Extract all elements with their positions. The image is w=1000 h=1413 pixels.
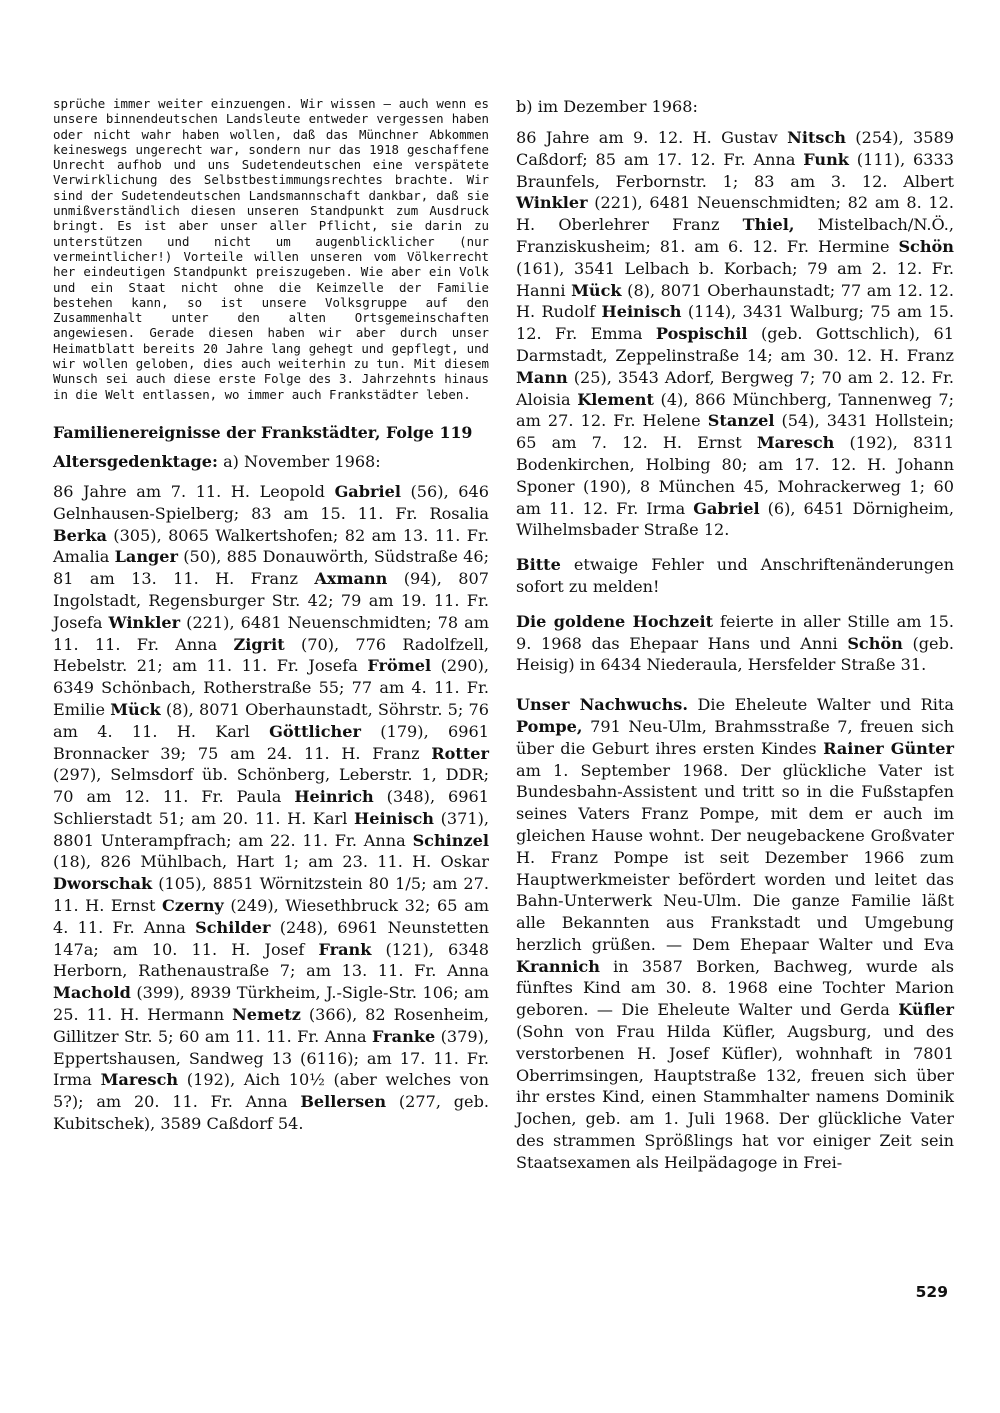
bold-name: Pospischil: [655, 324, 748, 344]
bold-name: Berka: [53, 525, 107, 545]
bold-name: Frank: [318, 939, 372, 959]
altersgedenktage-label: Altersgedenktage:: [53, 451, 218, 471]
bold-name: Thiel,: [742, 215, 795, 235]
left-column: [53, 96, 489, 1135]
intro-paragraph: sprüche immer weiter einzuengen. Wir wissen — auch wenn es unsere binnendeutschen Landsleute entweder vergessen haben oder nicht wahr haben wollen, daß das Münchner Abkommen keineswegs ungerecht war, sondern nur das 1918 geschaffene Unrecht aufhob und uns Sudetendeutschen eine verspätete Verwirklichung des Selbstbestimmungsrechtes brachte. Wir sind der Sudetendeutschen Landsmannschaft dankbar, daß sie unmißverständlich diesen unseren Standpunkt zum Ausdruck bringt. Es ist aber unser aller Pflicht, sie darin zu unterstützen und nicht um augenblicklicher (nur vermeintlicher!) Vorteile willen unseren vom Völkerrecht her eindeutigen Standpunkt preiszugeben. Wie aber ein Volk und ein Staat nicht ohne die Keimzelle der Familie bestehen kann, so ist unsere Volksgruppe auf den Zusammenhalt unter den alten Ortsgemeinschaften angewiesen. Gerade diesen haben wir aber durch unser Heimatblatt bereits 20 Jahre lang gehegt und gepflegt, und wir wollen geloben, dies auch weiterhin zu tun. Mit diesem Wunsch sei auch diese erste Folge des 3. Jahrzehnts hinaus in die Welt entlassen, wo immer auch Frankstädter leben.: [53, 96, 489, 402]
bold-name: Die goldene Hochzeit: [516, 611, 714, 631]
bold-name: Dworschak: [53, 874, 153, 894]
bold-name: Langer: [114, 547, 179, 567]
bold-name: Nitsch: [787, 128, 846, 147]
goldene-hochzeit-paragraph: Die goldene Hochzeit feierte in aller Stille am 15. 9. 1968 das Ehepaar Hans und Anni Schön (geb. Heisig) in 6434 Niederaula, Hersfelder Straße 31.: [516, 611, 955, 675]
nachwuchs-paragraph: Unser Nachwuchs. Die Eheleute Walter und Rita Pompe, 791 Neu-Ulm, Brahmsstraße 7, freuen sich über die Geburt ihres ersten Kindes Rainer Günter am 1. September 1968. Der glückliche Vater ist Bundesbahn-Assistent und tritt so in die Fußstapfen seines Vaters Franz Pompe, mit dem er auch im gleichen Hause wohnt. Der neugebackene Großvater H. Franz Pompe ist seit Dezember 1966 zum Hauptwerkmeister befördert worden und leitet das Bahn-Unterwerk Neu-Ulm. Die ganze Familie läßt alle Bekannten aus Frankstadt und Umgebung herzlich grüßen. — Dem Ehepaar Walter und Eva Krannich in 3587 Borken, Bachweg, wurde als fünftes Kind am 30. 8. 1968 eine Tochter Marion geboren. — Die Eheleute Walter und Gerda Küfler (Sohn von Frau Hilda Küfler, Augsburg, und des verstorbenen H. Josef Küfler), wohnhaft in 7801 Oberrimsingen, Hauptstraße 132, freuen sich über ihr erstes Kind, einen Stammhalter namens Dominik Jochen, geb. am 1. Juli 1968. Der glückliche Vater des strammen Sprößlings hat vor einiger Zeit sein Staatsexamen als Heilpädagoge in Frei-: [516, 695, 954, 1172]
bold-name: Maresch: [756, 433, 835, 453]
bold-name: Krannich: [516, 956, 600, 976]
bold-name: Frömel: [367, 656, 432, 676]
right-column: [516, 96, 954, 1174]
bold-name: Bellersen: [300, 1092, 387, 1112]
bold-name: Pompe,: [516, 716, 583, 736]
page-number: 529: [915, 1283, 948, 1301]
bold-name: Mann: [516, 367, 568, 387]
december-entries: 86 Jahre am 9. 12. H. Gustav Nitsch (254), 3589 Caßdorf; 85 am 17. 12. Fr. Anna Funk (111), 6333 Braunfels, Ferbornstr. 1; 83 am 3. 12. Albert Winkler (221), 6481 Neuenschmidten; 82 am 8. 12. H. Oberlehrer Franz Thiel, Mistelbach/N.Ö., Franziskusheim; 81. am 6. 12. Fr. Hermine Schön (161), 3541 Lelbach b. Korbach; 79 am 2. 12. Fr. Hanni Mück (8), 8071 Oberhaunstadt; 77 am 12. 12. H. Rudolf Heinisch (114), 3431 Walburg; 75 am 15. 12. Fr. Emma Pospischil (geb. Gottschlich), 61 Darmstadt, Zeppelinstraße 14; am 30. 12. H. Franz Mann (25), 3543 Adorf, Bergweg 7; 70 am 2. 12. Fr. Aloisia Klement (4), 866 Münchberg, Tannenweg 7; am 27. 12. Fr. Helene Stanzel (54), 3431 Hollstein; 65 am 7. 12. H. Ernst Maresch (192), 8311 Bodenkirchen, Holbing 80; am 17. 12. H. Johann Sponer (190), 8 München 45, Mohrackerweg 1; 60 am 11. 12. Fr. Irma Gabriel (6), 6451 Dörnigheim, Wilhelmsbader Straße 12.: [516, 128, 955, 540]
bold-name: Nemetz: [232, 1005, 301, 1025]
bold-name: Zigrit: [233, 634, 285, 654]
bold-name: Unser Nachwuchs.: [516, 695, 688, 715]
bold-name: Mück: [571, 280, 622, 300]
bold-name: Franke: [372, 1026, 436, 1046]
bold-name: Maresch: [100, 1070, 179, 1090]
december-heading: b) im Dezember 1968:: [516, 97, 698, 116]
bold-name: Winkler: [516, 193, 588, 213]
bold-name: Bitte: [516, 555, 561, 575]
bold-name: Machold: [53, 983, 131, 1003]
bold-name: Klement: [577, 389, 654, 409]
bold-name: Schilder: [195, 917, 271, 937]
bold-name: Küfler: [898, 1000, 954, 1020]
bitte-paragraph: Bitte etwaige Fehler und Anschriftenänderungen sofort zu melden!: [516, 555, 954, 596]
november-entries: 86 Jahre am 7. 11. H. Leopold Gabriel (56), 646 Gelnhausen-Spielberg; 83 am 15. 11. Fr. Rosalia Berka (305), 8065 Walkertshofen; 82 am 13. 11. Fr. Amalia Langer (50), 885 Donauwörth, Südstraße 46; 81 am 13. 11. H. Franz Axmann (94), 807 Ingolstadt, Regensburger Str. 42; 79 am 19. 11. Fr. Josefa Winkler (221), 6481 Neuenschmidten; 78 am 11. 11. Fr. Anna Zigrit (70), 776 Radolfzell, Hebelstr. 21; am 11. 11. Fr. Josefa Frömel (290), 6349 Schönbach, Rotherstraße 55; 77 am 4. 11. Fr. Emilie Mück (8), 8071 Oberhaunstadt, Söhrstr. 5; 76 am 4. 11. H. Karl Göttlicher (179), 6961 Bronnacker 39; 75 am 24. 11. H. Franz Rotter (297), Selmsdorf üb. Schönberg, Leberstr. 1, DDR; 70 am 12. 11. Fr. Paula Heinrich (348), 6961 Schlierstadt 51; am 20. 11. H. Karl Heinisch (371), 8801 Unterampfrach; am 22. 11. Fr. Anna Schinzel (18), 826 Mühlbach, Hart 1; am 23. 11. H. Oskar Dworschak (105), 8851 Wörnitzstein 80 1/5; am 27. 11. H. Ernst Czerny (249), Wiesethbruck 32; 65 am 4. 11. Fr. Anna Schilder (248), 6961 Neunstetten 147a; am 10. 11. H. Josef Frank (121), 6348 Herborn, Rathenaustraße 7; am 13. 11. Fr. Anna Machold (399), 8939 Türkheim, J.-Sigle-Str. 106; am 25. 11. H. Hermann Nemetz (366), 82 Rosenheim, Gillitzer Str. 5; 60 am 11. 11. Fr. Anna Franke (379), Eppertshausen, Sandweg 13 (6116); am 17. 11. Fr. Irma Maresch (192), Aich 10½ (aber welches von 5?); am 20. 11. Fr. Anna Bellersen (277, geb. Kubitschek), 3589 Caßdorf 54.: [53, 481, 490, 1134]
november-label: a) November 1968:: [217, 451, 381, 471]
familienereignisse-section: [53, 422, 489, 1135]
bold-name: Axmann: [314, 569, 388, 589]
section-heading: Familienereignisse der Frankstädter, Folge 119: [53, 422, 473, 442]
bold-name: Winkler: [108, 612, 181, 632]
bold-name: Funk: [803, 149, 849, 169]
bold-name: Schön: [898, 236, 954, 256]
bold-name: Gabriel: [334, 481, 401, 501]
bold-name: Heinisch: [601, 302, 682, 322]
bold-name: Heinrich: [294, 787, 374, 807]
bold-name: Göttlicher: [269, 721, 361, 741]
bold-name: Rainer Günter: [823, 738, 954, 758]
bold-name: Stanzel: [707, 411, 775, 431]
bold-name: Heinisch: [354, 808, 434, 828]
altersgedenktage-line: [53, 451, 489, 473]
bold-name: Czerny: [162, 896, 224, 916]
bold-name: Gabriel: [693, 498, 760, 518]
bold-name: Schön: [847, 633, 903, 653]
bold-name: Rotter: [431, 743, 489, 763]
bold-name: Schinzel: [412, 830, 489, 850]
bold-name: Mück: [110, 699, 161, 719]
